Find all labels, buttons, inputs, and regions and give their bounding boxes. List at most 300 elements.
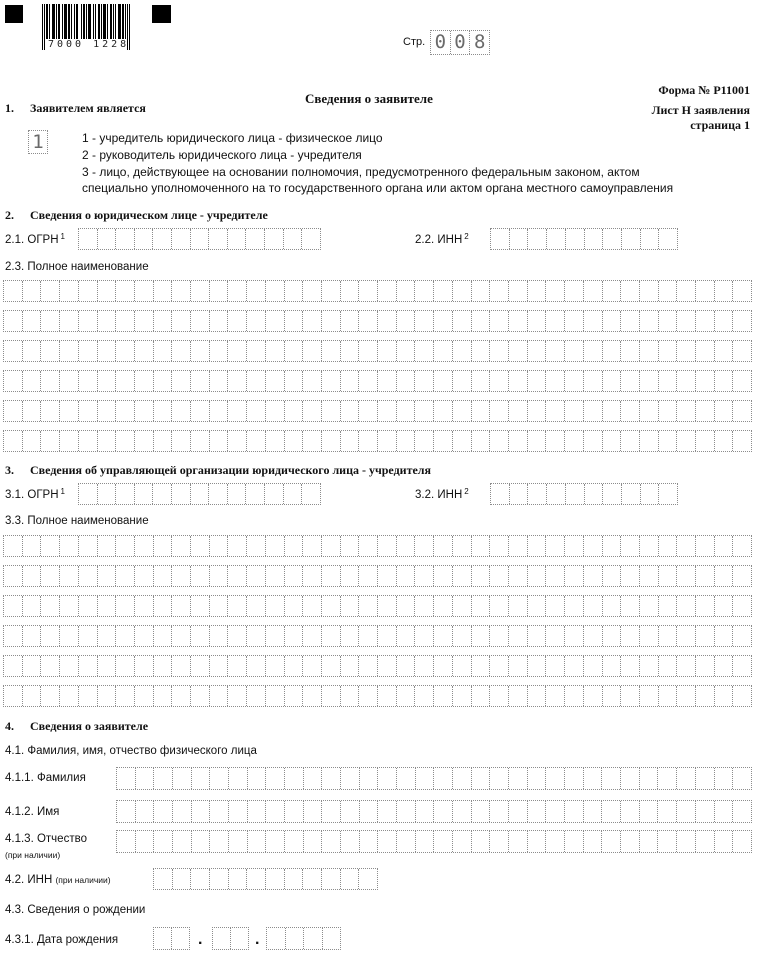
char-cell[interactable]	[60, 536, 79, 556]
char-cell[interactable]	[696, 626, 715, 646]
char-cell[interactable]	[359, 341, 378, 361]
char-cell[interactable]	[546, 801, 565, 822]
char-cell[interactable]	[491, 484, 510, 504]
char-cell[interactable]	[117, 768, 136, 789]
char-cell[interactable]	[677, 566, 696, 586]
char-cell[interactable]	[528, 566, 547, 586]
char-cell[interactable]	[41, 371, 60, 391]
char-cell[interactable]	[210, 869, 229, 889]
char-cell[interactable]	[397, 401, 416, 421]
char-cell[interactable]	[528, 229, 547, 249]
char-cell[interactable]	[565, 566, 584, 586]
full-name-row[interactable]	[3, 340, 752, 362]
char-cell[interactable]	[228, 401, 247, 421]
char-cell[interactable]	[173, 768, 192, 789]
char-cell[interactable]	[210, 768, 229, 789]
char-cell[interactable]	[322, 768, 341, 789]
char-cell[interactable]	[116, 596, 135, 616]
char-cell[interactable]	[715, 281, 734, 301]
char-cell[interactable]	[659, 484, 677, 504]
char-cell[interactable]	[528, 768, 547, 789]
char-cell[interactable]	[584, 536, 603, 556]
char-cell[interactable]	[247, 401, 266, 421]
char-cell[interactable]	[378, 371, 397, 391]
char-cell[interactable]	[415, 686, 434, 706]
char-cell[interactable]	[23, 626, 42, 646]
char-cell[interactable]	[509, 401, 528, 421]
char-cell[interactable]	[359, 371, 378, 391]
char-cell[interactable]	[603, 401, 622, 421]
char-cell[interactable]	[621, 656, 640, 676]
char-cell[interactable]	[397, 768, 416, 789]
char-cell[interactable]	[285, 281, 304, 301]
char-cell[interactable]	[659, 341, 678, 361]
char-cell[interactable]	[715, 596, 734, 616]
char-cell[interactable]	[191, 626, 210, 646]
char-cell[interactable]	[341, 768, 360, 789]
mgmt-full-name-row[interactable]	[3, 565, 752, 587]
char-cell[interactable]	[322, 536, 341, 556]
char-cell[interactable]	[79, 626, 98, 646]
char-cell[interactable]	[640, 566, 659, 586]
char-cell[interactable]	[285, 566, 304, 586]
char-cell[interactable]	[23, 401, 42, 421]
char-cell[interactable]	[98, 686, 117, 706]
char-cell[interactable]	[210, 566, 229, 586]
char-cell[interactable]	[733, 801, 751, 822]
char-cell[interactable]	[192, 831, 211, 852]
mgmt-inn-input[interactable]	[490, 483, 678, 505]
char-cell[interactable]	[677, 768, 696, 789]
char-cell[interactable]	[116, 536, 135, 556]
char-cell[interactable]	[584, 831, 603, 852]
char-cell[interactable]	[116, 341, 135, 361]
char-cell[interactable]	[733, 311, 751, 331]
char-cell[interactable]	[172, 281, 191, 301]
char-cell[interactable]	[603, 686, 622, 706]
char-cell[interactable]	[546, 401, 565, 421]
char-cell[interactable]	[79, 281, 98, 301]
char-cell[interactable]	[341, 831, 360, 852]
char-cell[interactable]	[715, 831, 734, 852]
char-cell[interactable]	[60, 311, 79, 331]
char-cell[interactable]	[528, 536, 547, 556]
char-cell[interactable]	[715, 431, 734, 451]
char-cell[interactable]	[715, 801, 734, 822]
char-cell[interactable]	[677, 281, 696, 301]
char-cell[interactable]	[341, 401, 360, 421]
char-cell[interactable]	[528, 431, 547, 451]
applicant-type-cell[interactable]: 1	[32, 131, 44, 153]
char-cell[interactable]	[565, 656, 584, 676]
char-cell[interactable]	[98, 536, 117, 556]
char-cell[interactable]	[303, 371, 322, 391]
char-cell[interactable]	[341, 566, 360, 586]
char-cell[interactable]	[733, 281, 751, 301]
char-cell[interactable]	[172, 928, 189, 949]
char-cell[interactable]	[23, 596, 42, 616]
char-cell[interactable]	[79, 229, 98, 249]
char-cell[interactable]	[341, 536, 360, 556]
char-cell[interactable]	[191, 536, 210, 556]
char-cell[interactable]	[303, 281, 322, 301]
char-cell[interactable]	[228, 656, 247, 676]
char-cell[interactable]	[677, 656, 696, 676]
char-cell[interactable]	[397, 566, 416, 586]
char-cell[interactable]	[285, 801, 304, 822]
char-cell[interactable]	[135, 311, 154, 331]
char-cell[interactable]	[285, 536, 304, 556]
char-cell[interactable]	[603, 371, 622, 391]
char-cell[interactable]	[490, 656, 509, 676]
char-cell[interactable]	[341, 626, 360, 646]
char-cell[interactable]	[696, 341, 715, 361]
char-cell[interactable]	[453, 566, 472, 586]
char-cell[interactable]	[98, 281, 117, 301]
char-cell[interactable]	[640, 401, 659, 421]
char-cell[interactable]	[528, 801, 547, 822]
char-cell[interactable]	[378, 768, 397, 789]
char-cell[interactable]	[472, 801, 491, 822]
char-cell[interactable]	[659, 536, 678, 556]
char-cell[interactable]	[154, 536, 173, 556]
char-cell[interactable]	[116, 686, 135, 706]
char-cell[interactable]	[565, 596, 584, 616]
char-cell[interactable]	[434, 831, 453, 852]
char-cell[interactable]	[4, 536, 23, 556]
full-name-row[interactable]	[3, 310, 752, 332]
char-cell[interactable]	[359, 596, 378, 616]
char-cell[interactable]	[378, 831, 397, 852]
char-cell[interactable]	[116, 566, 135, 586]
mgmt-full-name-row[interactable]	[3, 625, 752, 647]
char-cell[interactable]	[659, 281, 678, 301]
char-cell[interactable]	[247, 566, 266, 586]
char-cell[interactable]	[210, 371, 229, 391]
char-cell[interactable]	[677, 401, 696, 421]
char-cell[interactable]	[677, 536, 696, 556]
char-cell[interactable]	[472, 566, 491, 586]
char-cell[interactable]	[285, 656, 304, 676]
char-cell[interactable]	[509, 536, 528, 556]
char-cell[interactable]	[490, 311, 509, 331]
char-cell[interactable]	[397, 281, 416, 301]
char-cell[interactable]	[565, 686, 584, 706]
char-cell[interactable]	[696, 311, 715, 331]
char-cell[interactable]	[4, 281, 23, 301]
char-cell[interactable]	[584, 626, 603, 646]
char-cell[interactable]	[135, 596, 154, 616]
char-cell[interactable]	[116, 401, 135, 421]
char-cell[interactable]	[154, 686, 173, 706]
char-cell[interactable]	[621, 536, 640, 556]
char-cell[interactable]	[322, 281, 341, 301]
char-cell[interactable]	[584, 281, 603, 301]
char-cell[interactable]	[229, 768, 248, 789]
char-cell[interactable]	[453, 401, 472, 421]
char-cell[interactable]	[378, 536, 397, 556]
char-cell[interactable]	[584, 656, 603, 676]
char-cell[interactable]	[603, 431, 622, 451]
char-cell[interactable]	[453, 656, 472, 676]
char-cell[interactable]	[677, 801, 696, 822]
char-cell[interactable]	[136, 801, 155, 822]
char-cell[interactable]	[116, 281, 135, 301]
char-cell[interactable]	[584, 431, 603, 451]
char-cell[interactable]	[640, 536, 659, 556]
char-cell[interactable]	[434, 596, 453, 616]
char-cell[interactable]	[136, 831, 155, 852]
char-cell[interactable]	[172, 656, 191, 676]
char-cell[interactable]	[285, 431, 304, 451]
char-cell[interactable]	[172, 229, 191, 249]
char-cell[interactable]	[378, 801, 397, 822]
char-cell[interactable]	[415, 281, 434, 301]
char-cell[interactable]	[416, 831, 435, 852]
char-cell[interactable]	[266, 801, 285, 822]
char-cell[interactable]	[41, 281, 60, 301]
char-cell[interactable]	[490, 768, 509, 789]
char-cell[interactable]	[490, 371, 509, 391]
char-cell[interactable]	[41, 431, 60, 451]
mgmt-full-name-row[interactable]	[3, 535, 752, 557]
char-cell[interactable]	[733, 341, 751, 361]
char-cell[interactable]	[117, 801, 136, 822]
char-cell[interactable]	[472, 768, 491, 789]
char-cell[interactable]	[490, 596, 509, 616]
char-cell[interactable]	[397, 371, 416, 391]
char-cell[interactable]	[60, 341, 79, 361]
char-cell[interactable]	[154, 626, 173, 646]
char-cell[interactable]	[60, 656, 79, 676]
char-cell[interactable]	[172, 566, 191, 586]
char-cell[interactable]	[4, 311, 23, 331]
char-cell[interactable]	[453, 281, 472, 301]
char-cell[interactable]	[285, 626, 304, 646]
char-cell[interactable]	[528, 484, 547, 504]
char-cell[interactable]	[453, 686, 472, 706]
char-cell[interactable]	[696, 401, 715, 421]
char-cell[interactable]	[659, 566, 678, 586]
char-cell[interactable]	[191, 431, 210, 451]
char-cell[interactable]	[266, 341, 285, 361]
char-cell[interactable]	[434, 401, 453, 421]
char-cell[interactable]	[528, 596, 547, 616]
char-cell[interactable]	[60, 566, 79, 586]
char-cell[interactable]	[359, 311, 378, 331]
char-cell[interactable]	[303, 869, 322, 889]
char-cell[interactable]	[658, 831, 677, 852]
char-cell[interactable]	[659, 431, 678, 451]
char-cell[interactable]	[696, 431, 715, 451]
char-cell[interactable]	[248, 768, 267, 789]
char-cell[interactable]	[266, 869, 285, 889]
char-cell[interactable]	[565, 431, 584, 451]
char-cell[interactable]	[378, 656, 397, 676]
full-name-row[interactable]	[3, 370, 752, 392]
char-cell[interactable]	[715, 626, 734, 646]
char-cell[interactable]	[322, 431, 341, 451]
char-cell[interactable]	[41, 656, 60, 676]
char-cell[interactable]	[490, 566, 509, 586]
char-cell[interactable]	[584, 371, 603, 391]
applicant-type-field[interactable]	[28, 130, 48, 154]
char-cell[interactable]	[303, 686, 322, 706]
char-cell[interactable]	[266, 431, 285, 451]
char-cell[interactable]	[602, 768, 621, 789]
char-cell[interactable]	[733, 656, 751, 676]
char-cell[interactable]	[453, 536, 472, 556]
char-cell[interactable]	[640, 831, 659, 852]
char-cell[interactable]	[79, 686, 98, 706]
char-cell[interactable]	[266, 768, 285, 789]
char-cell[interactable]	[41, 341, 60, 361]
char-cell[interactable]	[323, 928, 341, 949]
char-cell[interactable]	[266, 686, 285, 706]
char-cell[interactable]	[135, 536, 154, 556]
char-cell[interactable]	[135, 566, 154, 586]
char-cell[interactable]	[359, 566, 378, 586]
char-cell[interactable]	[322, 566, 341, 586]
char-cell[interactable]	[490, 281, 509, 301]
char-cell[interactable]	[603, 566, 622, 586]
char-cell[interactable]	[135, 401, 154, 421]
char-cell[interactable]	[696, 566, 715, 586]
char-cell[interactable]	[603, 626, 622, 646]
char-cell[interactable]	[696, 656, 715, 676]
char-cell[interactable]	[659, 229, 677, 249]
char-cell[interactable]	[547, 484, 566, 504]
char-cell[interactable]	[209, 229, 228, 249]
char-cell[interactable]	[228, 281, 247, 301]
char-cell[interactable]	[696, 281, 715, 301]
char-cell[interactable]	[172, 596, 191, 616]
char-cell[interactable]	[640, 596, 659, 616]
page-number-cell[interactable]: 8	[473, 31, 486, 53]
char-cell[interactable]	[659, 311, 678, 331]
char-cell[interactable]	[341, 596, 360, 616]
char-cell[interactable]	[472, 831, 491, 852]
char-cell[interactable]	[622, 229, 641, 249]
char-cell[interactable]	[135, 626, 154, 646]
char-cell[interactable]	[490, 401, 509, 421]
char-cell[interactable]	[154, 341, 173, 361]
char-cell[interactable]	[247, 536, 266, 556]
char-cell[interactable]	[213, 928, 231, 949]
char-cell[interactable]	[715, 341, 734, 361]
char-cell[interactable]	[415, 536, 434, 556]
char-cell[interactable]	[341, 281, 360, 301]
char-cell[interactable]	[510, 229, 529, 249]
char-cell[interactable]	[285, 401, 304, 421]
inn-input[interactable]	[490, 228, 678, 250]
char-cell[interactable]	[715, 536, 734, 556]
char-cell[interactable]	[677, 311, 696, 331]
char-cell[interactable]	[565, 341, 584, 361]
char-cell[interactable]	[154, 401, 173, 421]
char-cell[interactable]	[210, 401, 229, 421]
char-cell[interactable]	[490, 626, 509, 646]
char-cell[interactable]	[4, 626, 23, 646]
char-cell[interactable]	[378, 311, 397, 331]
char-cell[interactable]	[266, 566, 285, 586]
char-cell[interactable]	[546, 536, 565, 556]
char-cell[interactable]	[322, 831, 341, 852]
char-cell[interactable]	[434, 686, 453, 706]
char-cell[interactable]	[284, 229, 303, 249]
char-cell[interactable]	[472, 371, 491, 391]
char-cell[interactable]	[509, 768, 528, 789]
char-cell[interactable]	[322, 801, 341, 822]
char-cell[interactable]	[658, 801, 677, 822]
patronymic-input[interactable]	[116, 830, 752, 853]
char-cell[interactable]	[603, 596, 622, 616]
char-cell[interactable]	[4, 566, 23, 586]
char-cell[interactable]	[434, 536, 453, 556]
char-cell[interactable]	[98, 311, 117, 331]
char-cell[interactable]	[397, 311, 416, 331]
char-cell[interactable]	[172, 626, 191, 646]
char-cell[interactable]	[135, 341, 154, 361]
char-cell[interactable]	[303, 656, 322, 676]
char-cell[interactable]	[359, 656, 378, 676]
char-cell[interactable]	[266, 626, 285, 646]
char-cell[interactable]	[453, 626, 472, 646]
char-cell[interactable]	[434, 341, 453, 361]
char-cell[interactable]	[116, 371, 135, 391]
ogrn-input[interactable]	[78, 228, 321, 250]
char-cell[interactable]	[228, 686, 247, 706]
char-cell[interactable]	[397, 536, 416, 556]
char-cell[interactable]	[546, 281, 565, 301]
char-cell[interactable]	[341, 341, 360, 361]
char-cell[interactable]	[677, 686, 696, 706]
char-cell[interactable]	[248, 831, 267, 852]
char-cell[interactable]	[304, 768, 323, 789]
char-cell[interactable]	[415, 371, 434, 391]
char-cell[interactable]	[23, 656, 42, 676]
char-cell[interactable]	[528, 341, 547, 361]
char-cell[interactable]	[210, 656, 229, 676]
char-cell[interactable]	[434, 566, 453, 586]
char-cell[interactable]	[341, 656, 360, 676]
char-cell[interactable]	[360, 801, 379, 822]
char-cell[interactable]	[247, 281, 266, 301]
char-cell[interactable]	[677, 431, 696, 451]
char-cell[interactable]	[397, 626, 416, 646]
char-cell[interactable]	[565, 768, 584, 789]
char-cell[interactable]	[98, 371, 117, 391]
char-cell[interactable]	[566, 229, 585, 249]
char-cell[interactable]	[715, 311, 734, 331]
char-cell[interactable]	[733, 768, 751, 789]
char-cell[interactable]	[247, 656, 266, 676]
char-cell[interactable]	[453, 801, 472, 822]
char-cell[interactable]	[696, 596, 715, 616]
char-cell[interactable]	[154, 371, 173, 391]
char-cell[interactable]	[434, 431, 453, 451]
char-cell[interactable]	[602, 831, 621, 852]
char-cell[interactable]	[472, 281, 491, 301]
char-cell[interactable]	[116, 229, 135, 249]
char-cell[interactable]	[191, 656, 210, 676]
char-cell[interactable]	[266, 371, 285, 391]
char-cell[interactable]	[172, 401, 191, 421]
char-cell[interactable]	[172, 371, 191, 391]
char-cell[interactable]	[154, 768, 173, 789]
char-cell[interactable]	[528, 686, 547, 706]
char-cell[interactable]	[621, 686, 640, 706]
